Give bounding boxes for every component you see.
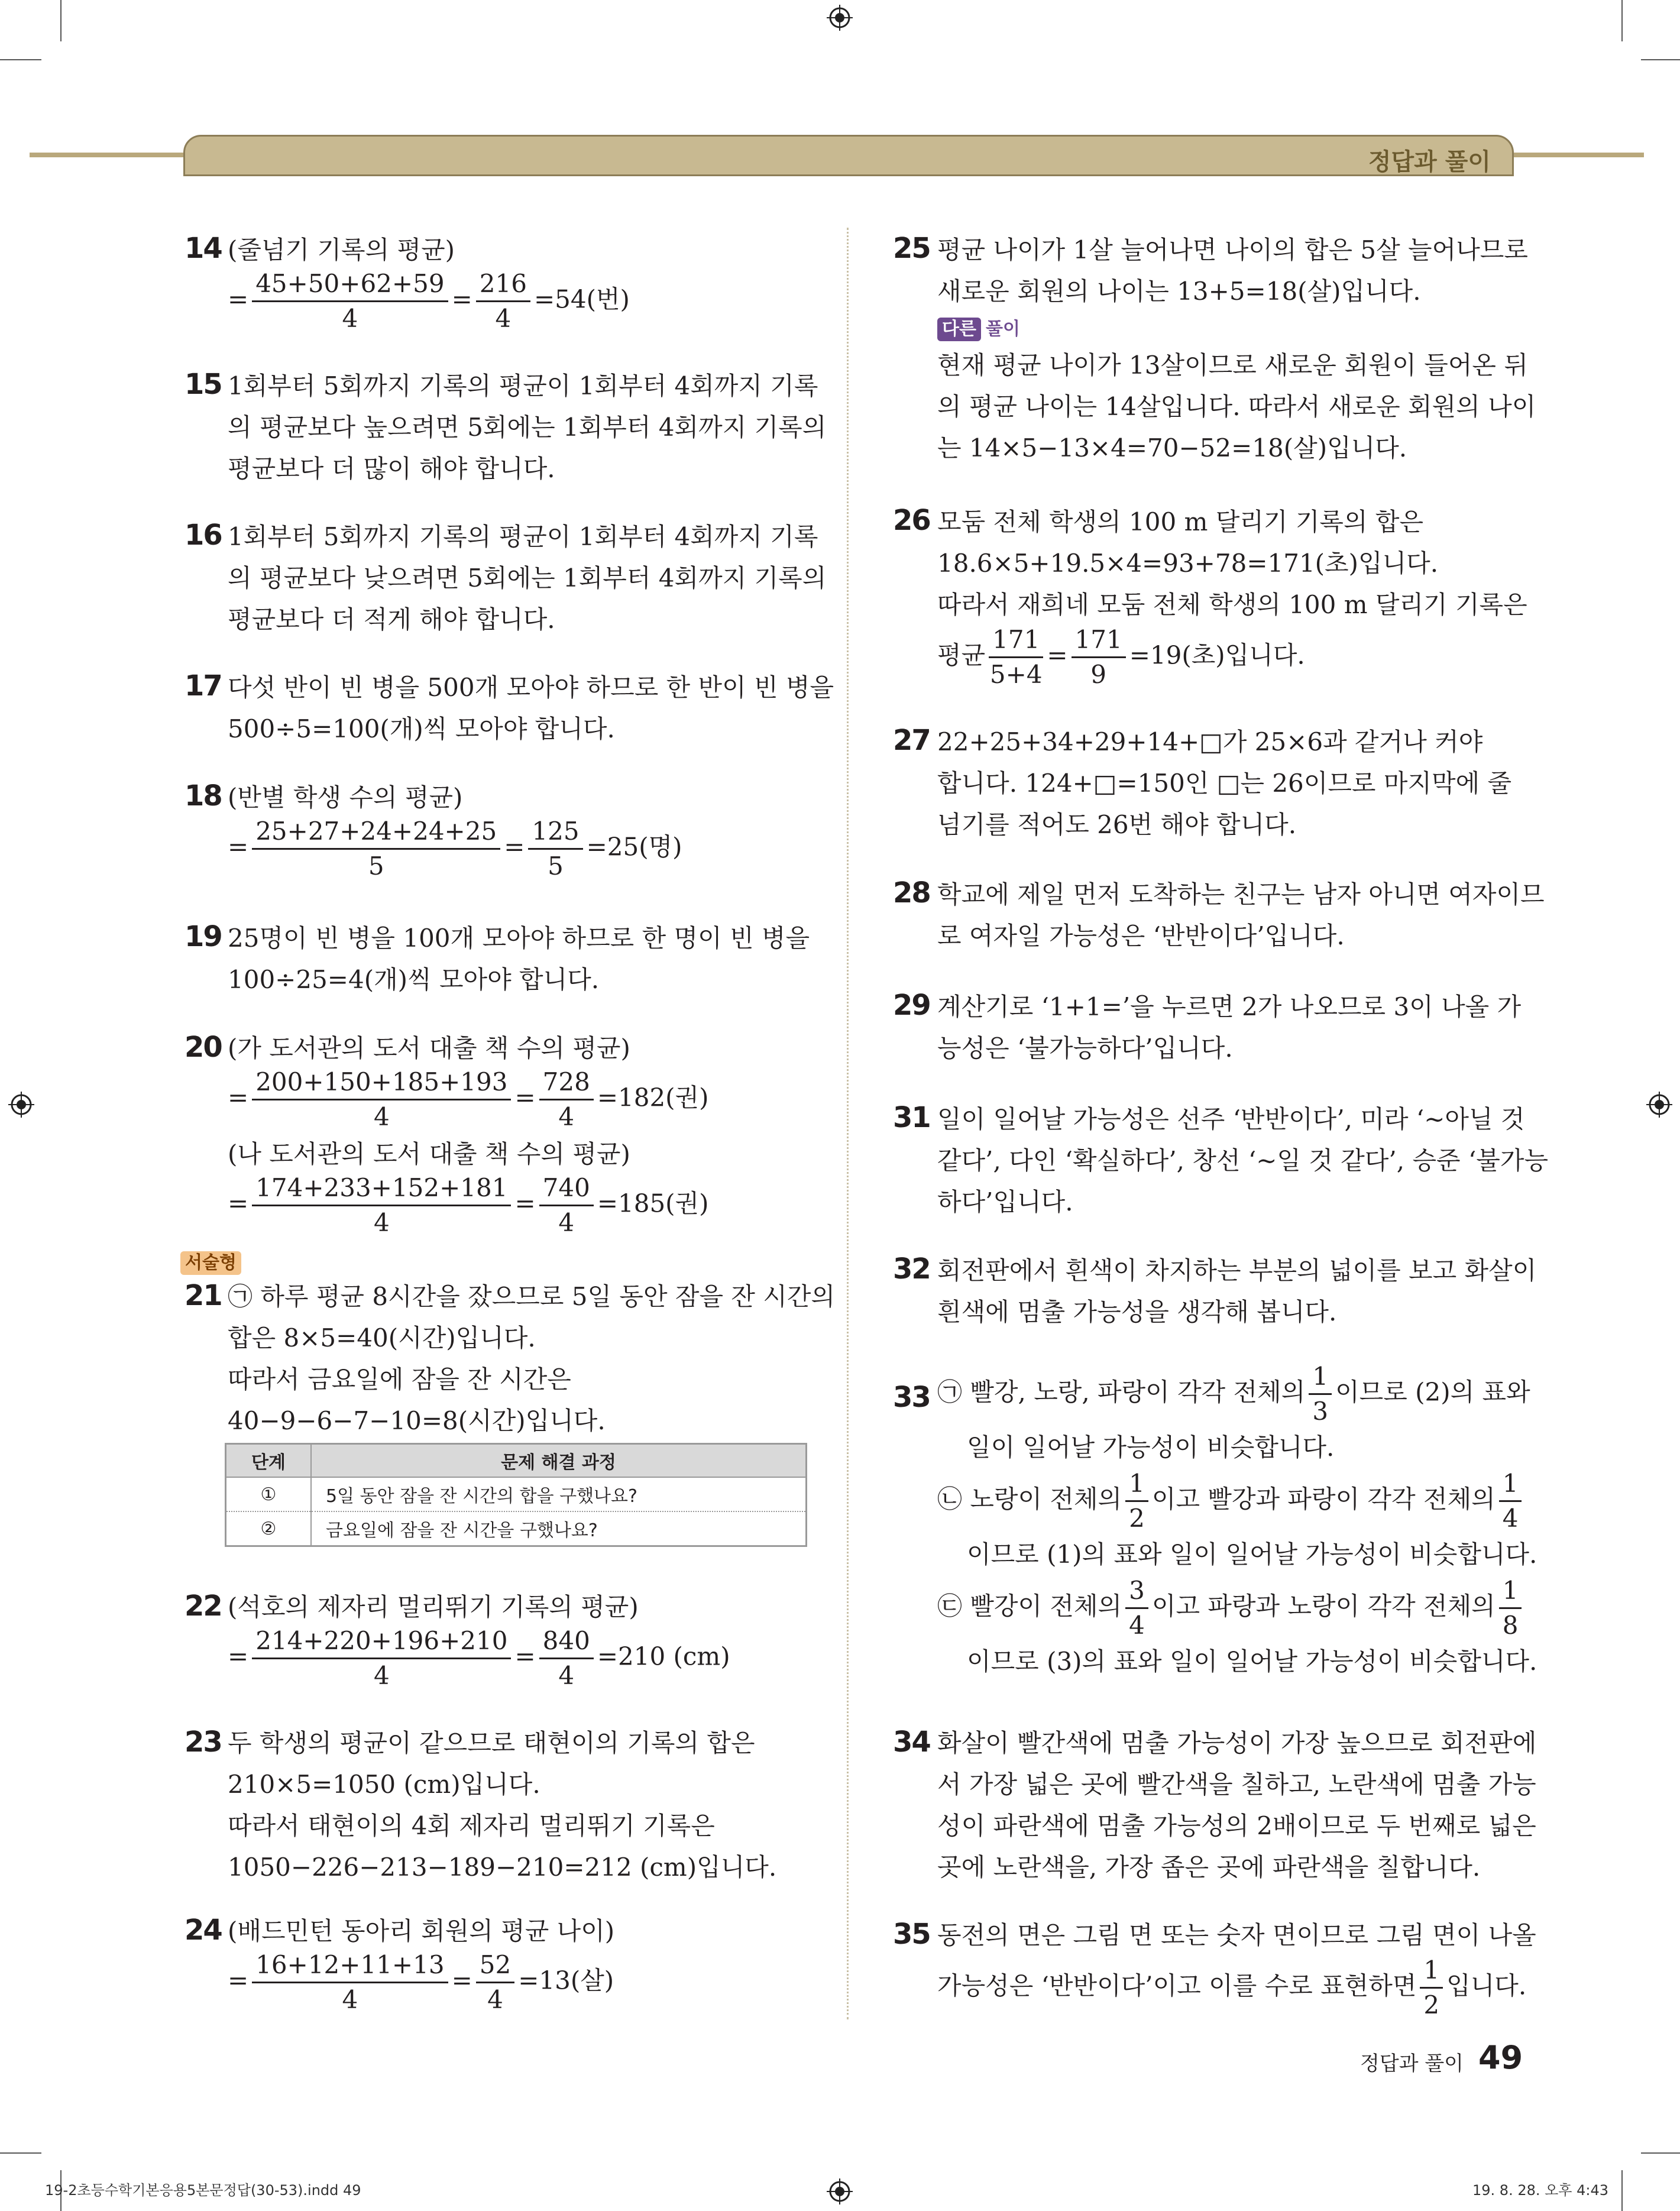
equals: = <box>228 284 249 314</box>
denominator: 5 <box>368 852 384 880</box>
problem-14 <box>228 229 630 335</box>
problem-number: 31 <box>893 1101 930 1134</box>
problem-number: 35 <box>893 1918 930 1951</box>
fraction <box>252 1171 511 1239</box>
denominator: 2 <box>1129 1504 1145 1533</box>
problem-26 <box>937 501 1527 691</box>
denominator: 4 <box>558 1208 575 1237</box>
problem-28 <box>937 874 1545 957</box>
problem-35 <box>937 1915 1536 2022</box>
numerator: 1 <box>1420 1954 1443 1989</box>
numerator: 1 <box>1499 1574 1522 1609</box>
problem-text: 서 가장 넓은 곳에 빨간색을 칠하고, 노란색에 멈출 가능 <box>937 1770 1536 1799</box>
problem-22 <box>228 1587 730 1692</box>
column-header: 문제 해결 과정 <box>311 1444 807 1478</box>
problem-text: 500÷5=100(개)씩 모아야 합니다. <box>228 714 615 743</box>
numerator: 25+27+24+24+25 <box>252 815 500 850</box>
problem-number: 27 <box>893 724 930 757</box>
denominator: 4 <box>487 1985 503 2014</box>
denominator: 4 <box>558 1102 575 1131</box>
numerator: 16+12+11+13 <box>252 1948 448 1983</box>
numerator: 125 <box>528 815 582 850</box>
problem-text: ㉠ 빨강, 노랑, 파랑이 각각 전체의 <box>937 1377 1306 1407</box>
tag-label: 서술형 <box>180 1251 241 1275</box>
problem-number: 20 <box>184 1031 222 1064</box>
numerator: 174+233+152+181 <box>252 1171 511 1206</box>
problem-text: 화살이 빨간색에 멈출 가능성이 가장 높으므로 회전판에 <box>937 1728 1537 1757</box>
problem-text: 넘기를 적어도 26번 해야 합니다. <box>937 810 1297 839</box>
equals: = <box>451 284 472 314</box>
problem-text: 하다’입니다. <box>937 1187 1073 1216</box>
problem-text: 따라서 금요일에 잠을 잔 시간은 <box>228 1365 571 1394</box>
denominator: 3 <box>1312 1397 1329 1426</box>
denominator: 4 <box>342 1985 358 2014</box>
numerator: 171 <box>989 623 1043 658</box>
fraction <box>476 1948 514 2016</box>
numerator: 200+150+185+193 <box>252 1066 511 1100</box>
numerator: 45+50+62+59 <box>252 267 448 302</box>
fraction <box>252 1948 448 2016</box>
problem-text: 다섯 반이 빈 병을 500개 모아야 하므로 한 반이 빈 병을 <box>228 673 834 702</box>
problem-text: 25명이 빈 병을 100개 모아야 하므로 한 명이 빈 병을 <box>228 924 810 953</box>
header-band <box>183 135 1514 176</box>
problem-text: (가 도서관의 도서 대출 책 수의 평균) <box>228 1034 630 1063</box>
problem-text: 두 학생의 평균이 같으므로 태현이의 기록의 합은 <box>228 1728 755 1757</box>
problem-25 <box>937 229 1536 469</box>
crop-mark <box>1641 59 1680 60</box>
problem-text: 의 평균보다 높으려면 5회에는 1회부터 4회까지 기록의 <box>228 413 827 442</box>
numerator: 3 <box>1125 1574 1148 1609</box>
crop-mark <box>1621 0 1623 41</box>
problem-text: 1050−226−213−189−210=212 (cm)입니다. <box>228 1853 777 1882</box>
equals: = <box>228 1966 249 1995</box>
fraction <box>252 267 448 335</box>
problem-text: ㉢ 빨강이 전체의 <box>937 1591 1122 1621</box>
problem-text: 현재 평균 나이가 13살이므로 새로운 회원이 들어온 뒤 <box>937 351 1528 380</box>
fraction <box>528 815 582 883</box>
problem-text: 흰색에 멈출 가능성을 생각해 봅니다. <box>937 1297 1337 1326</box>
result: =54(번) <box>533 284 630 314</box>
registration-mark-icon <box>827 5 853 31</box>
fraction <box>1125 1467 1148 1535</box>
problem-text: 이므로 (2)의 표와 <box>1335 1377 1530 1407</box>
problem-text: ㉠ 하루 평균 8시간을 잤으므로 5일 동안 잠을 잔 시간의 <box>228 1282 836 1311</box>
problem-text: (나 도서관의 도서 대출 책 수의 평균) <box>228 1140 630 1168</box>
equals: = <box>514 1083 536 1112</box>
denominator: 4 <box>558 1661 575 1690</box>
problem-text: 22+25+34+29+14+□가 25×6과 같거나 커야 <box>937 727 1483 756</box>
problem-text: 이므로 (3)의 표와 일이 일어날 가능성이 비슷합니다. <box>967 1647 1537 1676</box>
step-cell: ② <box>226 1511 312 1546</box>
problem-text: (배드민턴 동아리 회원의 평균 나이) <box>228 1917 615 1945</box>
fraction <box>1499 1467 1522 1535</box>
problem-number: 34 <box>893 1726 930 1759</box>
table-row <box>226 1511 807 1546</box>
fraction <box>1309 1360 1332 1428</box>
fraction <box>252 1624 511 1692</box>
equals: = <box>514 1642 536 1671</box>
equals: = <box>228 832 249 862</box>
problem-17 <box>228 667 834 750</box>
column-header: 단계 <box>226 1444 312 1478</box>
problem-number: 22 <box>184 1590 222 1623</box>
crop-mark <box>1621 2170 1623 2211</box>
result: =185(권) <box>597 1189 709 1218</box>
problem-text: 1회부터 5회까지 기록의 평균이 1회부터 4회까지 기록 <box>228 371 818 400</box>
problem-text: 합은 8×5=40(시간)입니다. <box>228 1323 536 1352</box>
denominator: 4 <box>342 304 358 333</box>
denominator: 4 <box>495 304 512 333</box>
problem-number: 32 <box>893 1252 930 1286</box>
tag-label: 풀이 <box>985 319 1020 339</box>
denominator: 4 <box>373 1102 390 1131</box>
fraction <box>989 623 1043 691</box>
fraction <box>1125 1574 1148 1642</box>
problem-text: (줄넘기 기록의 평균) <box>228 235 455 264</box>
denominator: 4 <box>373 1661 390 1690</box>
problem-text: 이고 빨강과 파랑이 각각 전체의 <box>1151 1484 1496 1514</box>
numerator: 1 <box>1309 1360 1332 1395</box>
problem-text: 모둠 전체 학생의 100 m 달리기 기록의 합은 <box>937 507 1424 536</box>
problem-33 <box>937 1360 1537 1681</box>
problem-number: 18 <box>184 779 222 812</box>
problem-text: 합니다. 124+□=150인 □는 26이므로 마지막에 줄 <box>937 769 1512 798</box>
problem-number: 26 <box>893 504 930 537</box>
numerator: 728 <box>539 1066 594 1100</box>
print-slug-timestamp: 19. 8. 28. 오후 4:43 <box>1472 2182 1609 2199</box>
problem-text: 18.6×5+19.5×4=93+78=171(초)입니다. <box>937 549 1439 578</box>
alternative-solution-tag <box>937 312 1536 341</box>
problem-text: 능성은 ‘불가능하다’입니다. <box>937 1034 1233 1063</box>
crop-mark <box>0 59 41 60</box>
table-row <box>226 1477 807 1511</box>
denominator: 8 <box>1502 1611 1519 1640</box>
problem-number: 16 <box>184 519 222 552</box>
problem-number: 19 <box>184 920 222 953</box>
footer-section-label: 정답과 풀이 <box>1360 2052 1464 2076</box>
numerator: 1 <box>1499 1467 1522 1502</box>
problem-text: 계산기로 ‘1+1=’을 누르면 2가 나오므로 3이 나올 가 <box>937 992 1522 1021</box>
problem-text: 동전의 면은 그림 면 또는 숫자 면이므로 그림 면이 나올 <box>937 1921 1536 1950</box>
problem-text: 따라서 태현이의 4회 제자리 멀리뛰기 기록은 <box>228 1811 715 1840</box>
denominator: 2 <box>1423 1990 1440 2019</box>
step-cell: ① <box>226 1477 312 1511</box>
problem-text: 이므로 (1)의 표와 일이 일어날 가능성이 비슷합니다. <box>967 1540 1537 1569</box>
denominator: 9 <box>1090 660 1106 689</box>
problem-text: 가능성은 ‘반반이다’이고 이를 수로 표현하면 <box>937 1971 1417 2000</box>
result: =182(권) <box>597 1083 709 1112</box>
problem-text: 평균 <box>937 640 986 670</box>
denominator: 5+4 <box>989 660 1043 689</box>
problem-number: 15 <box>184 368 222 401</box>
problem-18 <box>228 777 682 883</box>
denominator: 4 <box>373 1208 390 1237</box>
problem-text: 일이 일어날 가능성이 비슷합니다. <box>967 1433 1335 1462</box>
fraction <box>539 1624 594 1692</box>
equals: = <box>228 1642 249 1671</box>
numerator: 216 <box>476 267 530 302</box>
result: =210 (cm) <box>597 1642 730 1671</box>
fraction <box>252 1066 511 1134</box>
numerator: 1 <box>1125 1467 1148 1502</box>
problem-number: 14 <box>184 232 222 265</box>
numerator: 840 <box>539 1624 594 1659</box>
equals: = <box>1047 640 1068 670</box>
problem-29 <box>937 986 1521 1069</box>
problem-32 <box>937 1250 1536 1333</box>
fraction <box>252 815 500 883</box>
problem-number: 33 <box>893 1381 930 1414</box>
problem-text: 210×5=1050 (cm)입니다. <box>228 1770 540 1799</box>
problem-text: 일이 일어날 가능성은 선주 ‘반반이다’, 미라 ‘~아닐 것 <box>937 1105 1525 1134</box>
problem-text: 는 14×5−13×4=70−52=18(살)입니다. <box>937 433 1407 462</box>
problem-text: (석호의 제자리 멀리뛰기 기록의 평균) <box>228 1592 639 1621</box>
registration-mark-icon <box>827 2178 853 2204</box>
result: =13(살) <box>518 1966 614 1995</box>
numerator: 52 <box>476 1948 514 1983</box>
problem-text: 로 여자일 가능성은 ‘반반이다’입니다. <box>937 921 1345 950</box>
crop-mark <box>60 0 61 41</box>
problem-text: 40−9−6−7−10=8(시간)입니다. <box>228 1406 606 1435</box>
fraction <box>1072 623 1126 691</box>
fraction <box>476 267 530 335</box>
section-label: 정답과 풀이 <box>1368 148 1491 176</box>
problem-text: (반별 학생 수의 평균) <box>228 783 463 812</box>
column-divider <box>847 228 849 2019</box>
problem-27 <box>937 721 1511 846</box>
description-cell: 금요일에 잠을 잔 시간을 구했나요? <box>311 1511 807 1546</box>
problem-text: 회전판에서 흰색이 차지하는 부분의 넓이를 보고 화살이 <box>937 1256 1537 1285</box>
scoring-steps-table <box>225 1443 807 1547</box>
numerator: 171 <box>1072 623 1126 658</box>
result: =25(명) <box>586 832 682 862</box>
fraction <box>1420 1954 1443 2022</box>
problem-text: 100÷25=4(개)씩 모아야 합니다. <box>228 965 600 994</box>
problem-31 <box>937 1099 1548 1223</box>
problem-text: 이고 파랑과 노랑이 각각 전체의 <box>1151 1591 1496 1621</box>
denominator: 5 <box>548 852 564 880</box>
problem-text: 따라서 재희네 모둠 전체 학생의 100 m 달리기 기록은 <box>937 590 1527 619</box>
denominator: 4 <box>1502 1504 1519 1533</box>
problem-number: 29 <box>893 989 930 1022</box>
problem-text: 입니다. <box>1446 1971 1527 2000</box>
problem-16 <box>228 516 826 640</box>
problem-text: 의 평균보다 낮으려면 5회에는 1회부터 4회까지 기록의 <box>228 564 827 593</box>
page-number: 49 <box>1478 2039 1523 2076</box>
problem-text: 학교에 제일 먼저 도착하는 친구는 남자 아니면 여자이므 <box>937 880 1545 909</box>
problem-text: 성이 파란색에 멈출 가능성의 2배이므로 두 번째로 넓은 <box>937 1811 1536 1840</box>
denominator: 4 <box>1129 1611 1145 1640</box>
written-answer-tag <box>180 1251 241 1275</box>
result: =19(초)입니다. <box>1129 640 1305 670</box>
equals: = <box>228 1083 249 1112</box>
problem-text: 평균 나이가 1살 늘어나면 나이의 합은 5살 늘어나므로 <box>937 235 1528 264</box>
problem-34 <box>937 1723 1536 1888</box>
equals: = <box>504 832 525 862</box>
equals: = <box>451 1966 472 1995</box>
registration-mark-icon <box>1646 1092 1672 1118</box>
equals: = <box>514 1189 536 1218</box>
fraction <box>539 1171 594 1239</box>
problem-21 <box>228 1276 835 1442</box>
problem-number: 25 <box>893 232 930 265</box>
registration-mark-icon <box>8 1092 34 1118</box>
crop-mark <box>0 2152 41 2154</box>
problem-number: 21 <box>184 1279 222 1312</box>
problem-24 <box>228 1911 614 2016</box>
fraction <box>1499 1574 1522 1642</box>
description-cell: 5일 동안 잠을 잔 시간의 합을 구했나요? <box>311 1477 807 1511</box>
problem-number: 24 <box>184 1914 222 1947</box>
problem-number: 23 <box>184 1726 222 1759</box>
problem-text: 새로운 회원의 나이는 13+5=18(살)입니다. <box>937 277 1421 306</box>
problem-text: 곳에 노란색을, 가장 좁은 곳에 파란색을 칠합니다. <box>937 1853 1481 1882</box>
problem-23 <box>228 1723 776 1888</box>
problem-text: ㉡ 노랑이 전체의 <box>937 1484 1122 1514</box>
numerator: 214+220+196+210 <box>252 1624 511 1659</box>
equals: = <box>228 1189 249 1218</box>
problem-text: 의 평균 나이는 14살입니다. 따라서 새로운 회원의 나이 <box>937 392 1536 421</box>
fraction <box>539 1066 594 1134</box>
tag-label: 다른 <box>937 318 981 341</box>
problem-number: 17 <box>184 669 222 703</box>
problem-text: 평균보다 더 많이 해야 합니다. <box>228 454 555 483</box>
numerator: 740 <box>539 1171 594 1206</box>
problem-15 <box>228 365 826 490</box>
problem-19 <box>228 918 810 1001</box>
crop-mark <box>1641 2152 1680 2154</box>
table-header-row <box>226 1444 807 1478</box>
problem-text: 같다’, 다인 ‘확실하다’, 창선 ‘~일 것 같다’, 승준 ‘불가능 <box>937 1146 1549 1175</box>
problem-20 <box>228 1028 709 1239</box>
print-slug-filename: 19-2초등수학기본응용5본문정답(30-53).indd 49 <box>45 2182 361 2199</box>
problem-text: 평균보다 더 적게 해야 합니다. <box>228 605 555 634</box>
problem-text: 1회부터 5회까지 기록의 평균이 1회부터 4회까지 기록 <box>228 522 818 551</box>
problem-number: 28 <box>893 876 930 909</box>
